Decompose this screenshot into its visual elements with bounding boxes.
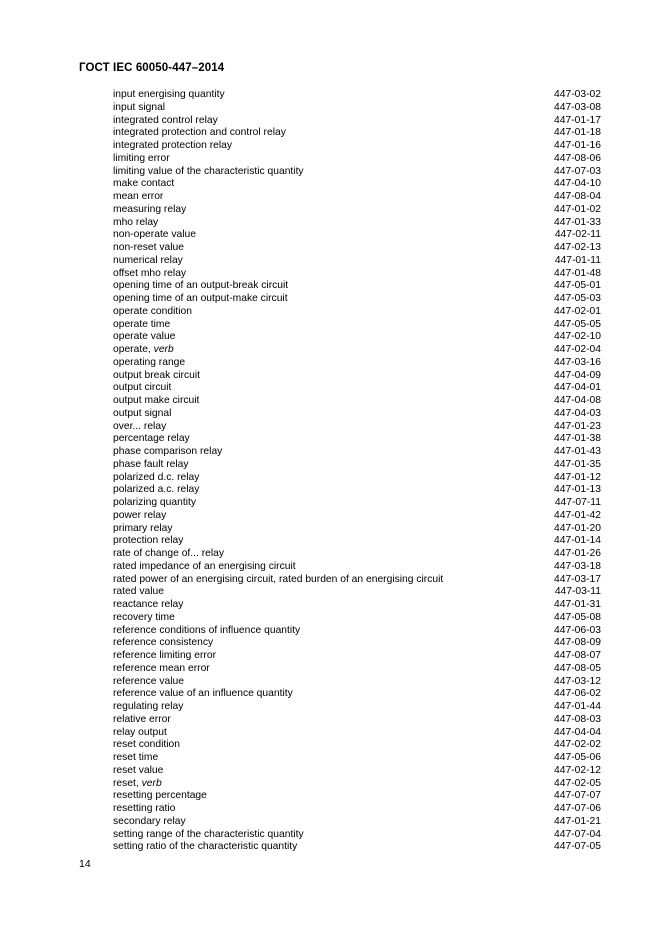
index-code: 447-03-17 bbox=[554, 573, 601, 585]
index-code: 447-05-03 bbox=[554, 293, 601, 304]
index-code: 447-05-06 bbox=[554, 752, 601, 763]
index-term-text: output signal bbox=[113, 407, 172, 419]
index-term-text: reference conditions of influence quantity bbox=[113, 624, 301, 636]
index-term bbox=[113, 408, 171, 421]
index-term-text: operate time bbox=[113, 318, 171, 330]
index-entry bbox=[113, 523, 601, 536]
index-term bbox=[113, 535, 183, 548]
index-term-text: limiting error bbox=[113, 152, 170, 164]
index-term-text: measuring relay bbox=[113, 203, 187, 215]
index-term bbox=[113, 357, 185, 370]
index-code: 447-01-12 bbox=[554, 471, 601, 483]
index-code: 447-01-33 bbox=[554, 216, 601, 228]
index-term-text: integrated protection and control relay bbox=[113, 127, 286, 139]
index-code: 447-03-11 bbox=[554, 586, 601, 598]
index-term bbox=[113, 497, 196, 510]
index-code: 447-01-35 bbox=[554, 458, 601, 470]
index-entry bbox=[113, 204, 601, 217]
index-term bbox=[113, 548, 224, 561]
index-code: 447-03-08 bbox=[554, 101, 601, 113]
index-entry bbox=[113, 242, 601, 255]
index-term bbox=[113, 255, 183, 268]
index-entry bbox=[113, 497, 601, 510]
index-code: 447-03-12 bbox=[554, 675, 601, 687]
index-term-text: power relay bbox=[113, 509, 167, 521]
index-entry bbox=[113, 841, 601, 854]
index-entry bbox=[113, 701, 601, 714]
index-term-text: reference limiting error bbox=[113, 650, 217, 661]
index-entry bbox=[113, 714, 601, 727]
index-entry bbox=[113, 739, 601, 752]
index-entry bbox=[113, 255, 601, 268]
index-entry bbox=[113, 790, 601, 803]
index-term bbox=[113, 714, 171, 727]
index-term bbox=[113, 102, 165, 115]
page-number: 14 bbox=[79, 858, 91, 870]
index-code: 447-01-42 bbox=[554, 509, 601, 521]
index-term-text: setting ratio of the characteristic quantity bbox=[113, 841, 298, 853]
index-term-text: rated power of an energising circuit, rated burden of an energising circuit bbox=[113, 573, 444, 585]
index-term bbox=[113, 637, 213, 650]
index-code: 447-07-06 bbox=[554, 803, 601, 814]
index-code: 447-01-20 bbox=[554, 522, 601, 534]
document-header: ГОСТ IEC 60050-447–2014 bbox=[79, 62, 225, 74]
index-code: 447-01-38 bbox=[554, 433, 601, 445]
index-entry bbox=[113, 676, 601, 689]
index-term bbox=[113, 446, 222, 459]
index-term-text: relay output bbox=[113, 726, 167, 738]
index-term-text: over... relay bbox=[113, 420, 167, 432]
index-term bbox=[113, 293, 288, 306]
index-term bbox=[113, 242, 184, 255]
index-code: 447-01-44 bbox=[554, 701, 601, 712]
index-term-text: reference consistency bbox=[113, 637, 214, 649]
index-entry bbox=[113, 637, 601, 650]
index-term-text: input energising quantity bbox=[113, 89, 225, 100]
index-term bbox=[113, 586, 164, 599]
index-entry bbox=[113, 127, 601, 140]
index-term bbox=[113, 89, 225, 102]
index-term-text: rate of change of... relay bbox=[113, 548, 225, 559]
index-term bbox=[113, 459, 189, 472]
index-term bbox=[113, 472, 199, 485]
index-entry bbox=[113, 472, 601, 485]
index-term-text: output circuit bbox=[113, 382, 172, 394]
index-entry bbox=[113, 688, 601, 701]
index-term-text: recovery time bbox=[113, 611, 175, 623]
index-term-text: non-reset value bbox=[113, 242, 184, 253]
index-code: 447-01-31 bbox=[554, 599, 601, 610]
index-entry bbox=[113, 433, 601, 446]
index-entry bbox=[113, 166, 601, 179]
index-term bbox=[113, 153, 170, 166]
index-term bbox=[113, 803, 175, 816]
index-term-text: primary relay bbox=[113, 522, 173, 534]
index-code: 447-04-04 bbox=[554, 726, 601, 738]
index-code: 447-08-06 bbox=[554, 152, 601, 164]
index-term bbox=[113, 663, 210, 676]
index-code: 447-04-08 bbox=[554, 395, 601, 406]
index-term bbox=[113, 319, 170, 332]
index-entry bbox=[113, 102, 601, 115]
index-code: 447-04-03 bbox=[554, 407, 601, 419]
index-term-text: resetting percentage bbox=[113, 790, 207, 802]
index-code: 447-01-16 bbox=[554, 140, 601, 151]
index-term-text: opening time of an output-break circuit bbox=[113, 280, 289, 292]
index-term bbox=[113, 739, 180, 752]
index-entry bbox=[113, 650, 601, 663]
index-term bbox=[113, 191, 163, 204]
index-term-text: percentage relay bbox=[113, 433, 190, 445]
index-code: 447-07-03 bbox=[554, 165, 601, 177]
index-code: 447-01-11 bbox=[554, 254, 601, 266]
term-index-list bbox=[113, 89, 601, 854]
index-entry bbox=[113, 663, 601, 676]
index-code: 447-08-03 bbox=[554, 713, 601, 725]
index-term bbox=[113, 574, 443, 587]
index-term-text: integrated protection relay bbox=[113, 140, 233, 151]
index-code: 447-07-04 bbox=[554, 828, 601, 840]
index-entry bbox=[113, 484, 601, 497]
index-code: 447-02-05 bbox=[554, 777, 601, 789]
index-term-text: reference value bbox=[113, 675, 184, 687]
index-term-text: opening time of an output-make circuit bbox=[113, 293, 288, 304]
index-code: 447-03-16 bbox=[554, 356, 601, 368]
index-code: 447-01-18 bbox=[554, 127, 601, 139]
index-term-text: polarizing quantity bbox=[113, 497, 196, 508]
index-code: 447-02-02 bbox=[554, 739, 601, 751]
index-term-text: mho relay bbox=[113, 216, 159, 228]
index-code: 447-06-03 bbox=[554, 624, 601, 636]
index-term-text: mean error bbox=[113, 191, 164, 202]
index-term bbox=[113, 331, 175, 344]
index-term bbox=[113, 395, 199, 408]
index-entry bbox=[113, 344, 601, 357]
index-code: 447-01-43 bbox=[554, 446, 601, 457]
index-entry bbox=[113, 268, 601, 281]
index-term-text: reset time bbox=[113, 752, 159, 763]
index-term-text: reference value of an influence quantity bbox=[113, 688, 293, 700]
index-entry bbox=[113, 293, 601, 306]
index-entry bbox=[113, 727, 601, 740]
index-term bbox=[113, 523, 173, 536]
index-entry bbox=[113, 280, 601, 293]
index-code: 447-05-01 bbox=[554, 280, 601, 292]
index-entry bbox=[113, 191, 601, 204]
index-entry bbox=[113, 765, 601, 778]
index-entry bbox=[113, 140, 601, 153]
index-entry bbox=[113, 459, 601, 472]
index-term-text: rated value bbox=[113, 586, 164, 598]
index-entry bbox=[113, 816, 601, 829]
index-term-text: make contact bbox=[113, 178, 175, 190]
index-term-text: output break circuit bbox=[113, 369, 200, 381]
index-term bbox=[113, 433, 190, 446]
index-term-text: relative error bbox=[113, 713, 171, 725]
index-term bbox=[113, 841, 297, 854]
index-term bbox=[113, 484, 199, 497]
index-term bbox=[113, 382, 171, 395]
index-code: 447-01-17 bbox=[554, 114, 601, 126]
index-code: 447-04-09 bbox=[554, 369, 601, 381]
index-term-qualifier: verb bbox=[141, 777, 162, 789]
index-code: 447-07-11 bbox=[554, 497, 601, 508]
index-code: 447-01-02 bbox=[554, 203, 601, 215]
index-entry bbox=[113, 306, 601, 319]
index-term bbox=[113, 204, 186, 217]
index-term-text: integrated control relay bbox=[113, 114, 218, 126]
index-entry bbox=[113, 574, 601, 587]
index-term-text: regulating relay bbox=[113, 701, 184, 712]
index-entry bbox=[113, 829, 601, 842]
index-entry bbox=[113, 217, 601, 230]
index-term bbox=[113, 178, 174, 191]
index-term-qualifier: verb bbox=[153, 344, 174, 355]
index-term-text: reset condition bbox=[113, 739, 180, 751]
index-code: 447-02-01 bbox=[554, 305, 601, 317]
index-entry bbox=[113, 446, 601, 459]
index-term-text: numerical relay bbox=[113, 254, 183, 266]
index-entry bbox=[113, 408, 601, 421]
index-entry bbox=[113, 535, 601, 548]
index-entry bbox=[113, 421, 601, 434]
index-term-text: phase comparison relay bbox=[113, 446, 223, 457]
index-term bbox=[113, 268, 186, 281]
index-code: 447-08-09 bbox=[554, 637, 601, 649]
index-term bbox=[113, 561, 296, 574]
index-term bbox=[113, 344, 174, 357]
index-term-text: operating range bbox=[113, 356, 186, 368]
index-code: 447-08-05 bbox=[554, 662, 601, 674]
index-code: 447-07-07 bbox=[554, 790, 601, 802]
index-entry bbox=[113, 370, 601, 383]
index-code: 447-02-12 bbox=[554, 764, 601, 776]
index-term-text: protection relay bbox=[113, 535, 184, 547]
index-term bbox=[113, 421, 166, 434]
index-term-text: operate condition bbox=[113, 305, 193, 317]
index-term-text: operate value bbox=[113, 331, 176, 343]
index-term bbox=[113, 790, 207, 803]
index-entry bbox=[113, 153, 601, 166]
index-code: 447-02-13 bbox=[554, 242, 601, 253]
index-entry bbox=[113, 625, 601, 638]
index-entry bbox=[113, 586, 601, 599]
index-term bbox=[113, 829, 304, 842]
index-code: 447-01-48 bbox=[554, 267, 601, 279]
index-term-text: polarized d.c. relay bbox=[113, 471, 200, 483]
index-entry bbox=[113, 115, 601, 128]
index-term-text: reactance relay bbox=[113, 599, 184, 610]
index-entry bbox=[113, 612, 601, 625]
index-term bbox=[113, 612, 175, 625]
index-term-text: limiting value of the characteristic quantity bbox=[113, 165, 304, 177]
index-code: 447-04-10 bbox=[554, 178, 601, 190]
index-term bbox=[113, 127, 286, 140]
index-code: 447-02-04 bbox=[554, 344, 601, 355]
index-code: 447-05-05 bbox=[554, 318, 601, 330]
index-term-text: offset mho relay bbox=[113, 267, 187, 279]
index-entry bbox=[113, 229, 601, 242]
index-entry bbox=[113, 548, 601, 561]
index-code: 447-06-02 bbox=[554, 688, 601, 700]
index-term-text: non-operate value bbox=[113, 229, 197, 241]
index-term bbox=[113, 166, 304, 179]
index-term-text: polarized a.c. relay bbox=[113, 484, 200, 496]
index-term bbox=[113, 688, 293, 701]
index-entry bbox=[113, 752, 601, 765]
index-term bbox=[113, 816, 186, 829]
index-term bbox=[113, 778, 162, 791]
index-entry bbox=[113, 331, 601, 344]
index-term-text: rated impedance of an energising circuit bbox=[113, 560, 296, 572]
index-term-text: output make circuit bbox=[113, 395, 200, 406]
index-term-text: reference mean error bbox=[113, 662, 210, 674]
index-term bbox=[113, 280, 288, 293]
index-entry bbox=[113, 778, 601, 791]
index-code: 447-05-08 bbox=[554, 611, 601, 623]
index-entry bbox=[113, 178, 601, 191]
index-code: 447-04-01 bbox=[554, 382, 601, 394]
index-term bbox=[113, 306, 192, 319]
index-term bbox=[113, 752, 158, 765]
index-term bbox=[113, 510, 166, 523]
index-term bbox=[113, 765, 163, 778]
index-term-text: input signal bbox=[113, 101, 166, 113]
index-entry bbox=[113, 357, 601, 370]
index-term bbox=[113, 370, 200, 383]
index-term-text: operate, bbox=[113, 344, 151, 355]
index-term-text: resetting ratio bbox=[113, 803, 176, 814]
index-code: 447-08-04 bbox=[554, 191, 601, 202]
index-code: 447-07-05 bbox=[554, 841, 601, 853]
index-code: 447-08-07 bbox=[554, 650, 601, 661]
index-code: 447-01-26 bbox=[554, 548, 601, 559]
index-code: 447-01-13 bbox=[554, 484, 601, 496]
index-code: 447-03-02 bbox=[554, 89, 601, 100]
index-term bbox=[113, 140, 232, 153]
index-code: 447-02-10 bbox=[554, 331, 601, 343]
index-term bbox=[113, 650, 216, 663]
index-term bbox=[113, 676, 184, 689]
index-term bbox=[113, 217, 158, 230]
index-term bbox=[113, 229, 196, 242]
index-term bbox=[113, 115, 218, 128]
index-term-text: reset, bbox=[113, 777, 139, 789]
index-entry bbox=[113, 561, 601, 574]
index-entry bbox=[113, 510, 601, 523]
index-term-text: setting range of the characteristic quantity bbox=[113, 828, 304, 840]
index-term bbox=[113, 625, 300, 638]
index-code: 447-01-23 bbox=[554, 420, 601, 432]
index-term bbox=[113, 727, 167, 740]
index-code: 447-01-14 bbox=[554, 535, 601, 547]
index-entry bbox=[113, 319, 601, 332]
index-code: 447-02-11 bbox=[554, 229, 601, 241]
index-term-text: phase fault relay bbox=[113, 458, 189, 470]
index-entry bbox=[113, 599, 601, 612]
index-term bbox=[113, 599, 183, 612]
index-term-text: secondary relay bbox=[113, 815, 186, 827]
index-entry bbox=[113, 89, 601, 102]
index-code: 447-03-18 bbox=[554, 560, 601, 572]
index-term-text: reset value bbox=[113, 764, 164, 776]
index-code: 447-01-21 bbox=[554, 815, 601, 827]
index-entry bbox=[113, 395, 601, 408]
index-entry bbox=[113, 803, 601, 816]
index-term bbox=[113, 701, 183, 714]
index-entry bbox=[113, 382, 601, 395]
